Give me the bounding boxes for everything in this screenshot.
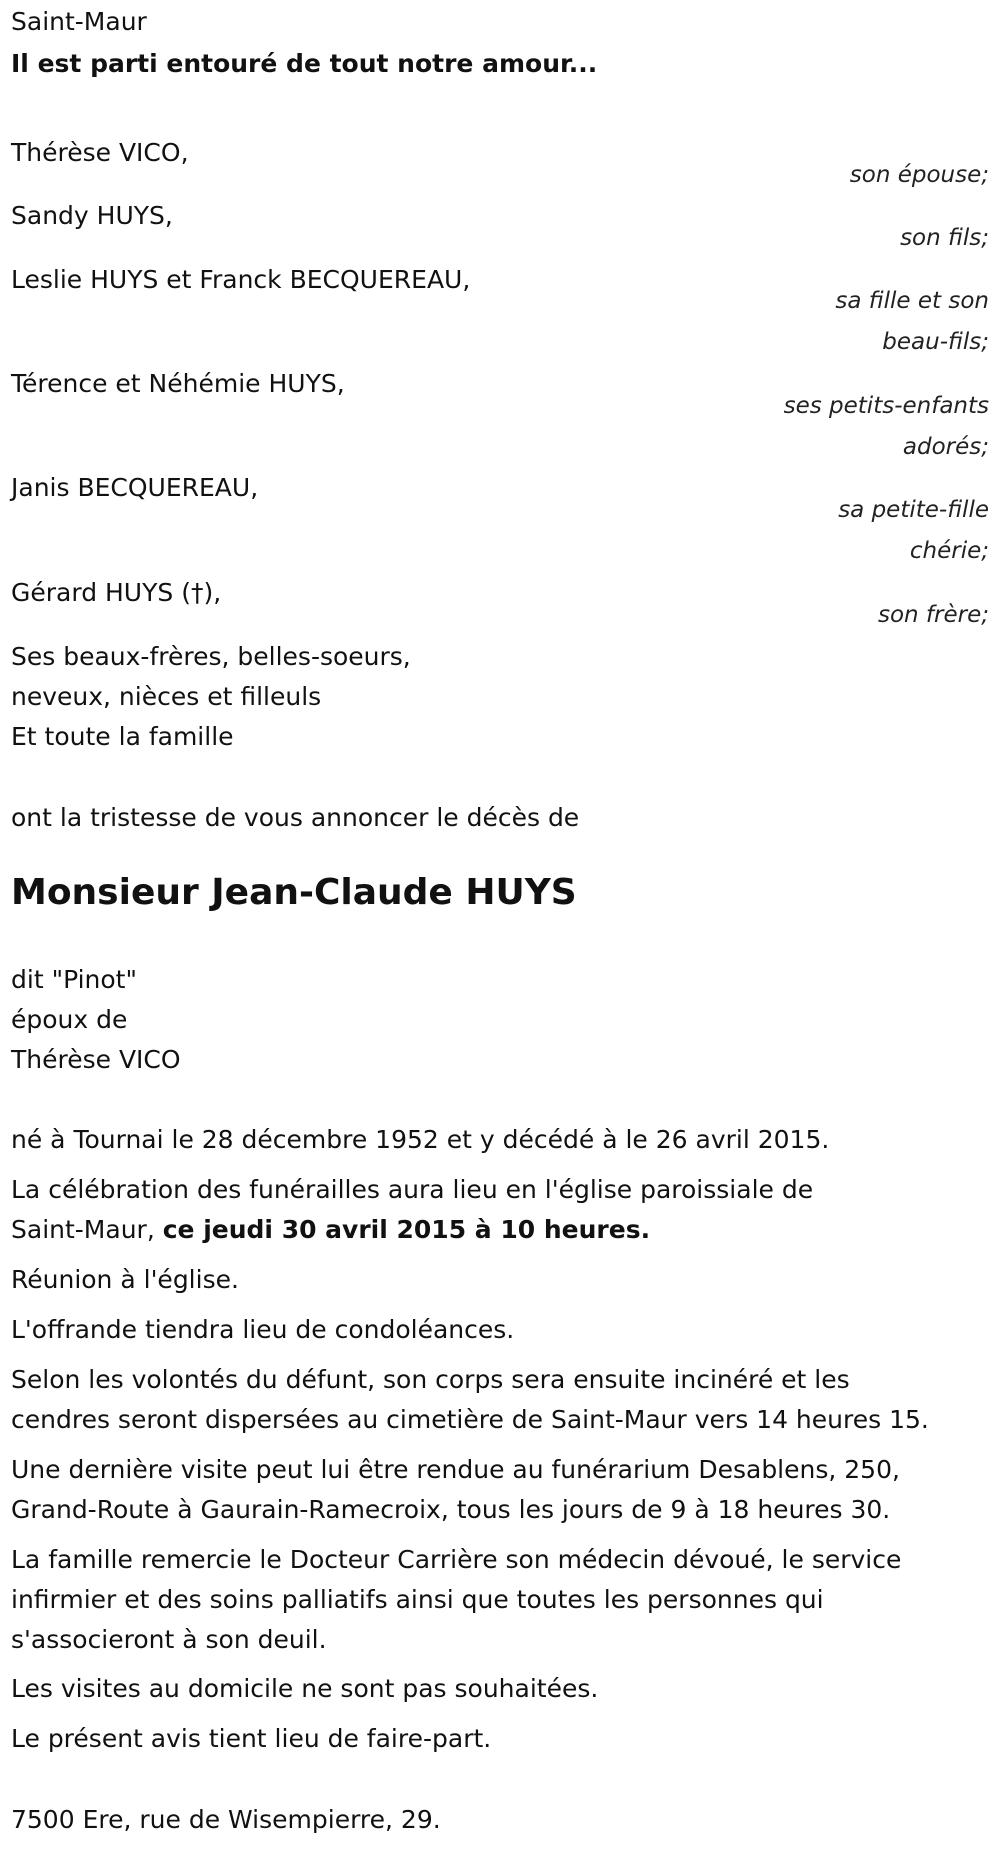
tagline: Il est parti entouré de tout notre amour...	[11, 49, 598, 78]
ceremony-place: Saint-Maur,	[11, 1215, 163, 1244]
family-member-relation: ses petits-enfants	[783, 393, 989, 419]
family-member-name: Thérèse VICO,	[11, 138, 189, 167]
birth-death-info: né à Tournai le 28 décembre 1952 et y décédé à le 26 avril 2015.	[11, 1125, 830, 1154]
no-visits-info: Les visites au domicile ne sont pas souhaitées.	[11, 1674, 599, 1703]
location-heading: Saint-Maur	[11, 7, 147, 36]
family-member-name: Leslie HUYS et Franck BECQUEREAU,	[11, 265, 471, 294]
ceremony-datetime: ce jeudi 30 avril 2015 à 10 heures.	[162, 1215, 651, 1244]
family-member-relation: adorés;	[902, 434, 989, 460]
extended-family-line: Ses beaux-frères, belles-soeurs,	[11, 642, 411, 671]
meeting-info: Réunion à l'église.	[11, 1265, 239, 1294]
deceased-detail: Thérèse VICO	[11, 1045, 181, 1074]
ceremony-info-line1: La célébration des funérailles aura lieu en l'église paroissiale de	[11, 1175, 814, 1204]
ceremony-info-line2	[11, 1210, 650, 1250]
deceased-detail: dit "Pinot"	[11, 965, 137, 994]
deceased-detail: époux de	[11, 1005, 128, 1034]
extended-family-line: neveux, nièces et filleuls	[11, 682, 322, 711]
extended-family-line: Et toute la famille	[11, 722, 234, 751]
family-member-name: Gérard HUYS (†),	[11, 578, 222, 607]
family-member-relation: chérie;	[909, 538, 989, 564]
family-member-name: Janis BECQUEREAU,	[11, 473, 259, 502]
family-member-relation: son frère;	[877, 602, 989, 628]
family-member-relation: sa petite-fille	[838, 497, 989, 523]
announcement-text: ont la tristesse de vous annoncer le décès de	[11, 803, 580, 832]
notice-info: Le présent avis tient lieu de faire-part.	[11, 1724, 492, 1753]
cremation-info-line: Selon les volontés du défunt, son corps sera ensuite incinéré et les	[11, 1365, 850, 1394]
offering-info: L'offrande tiendra lieu de condoléances.	[11, 1315, 515, 1344]
address: 7500 Ere, rue de Wisempierre, 29.	[11, 1805, 441, 1834]
cremation-info-line: cendres seront dispersées au cimetière de Saint-Maur vers 14 heures 15.	[11, 1405, 929, 1434]
thanks-info-line: La famille remercie le Docteur Carrière son médecin dévoué, le service	[11, 1545, 902, 1574]
family-member-name: Sandy HUYS,	[11, 201, 173, 230]
visit-info-line: Une dernière visite peut lui être rendue au funérarium Desablens, 250,	[11, 1455, 900, 1484]
family-member-name: Térence et Néhémie HUYS,	[11, 369, 345, 398]
thanks-info-line: infirmier et des soins palliatifs ainsi que toutes les personnes qui	[11, 1585, 824, 1614]
deceased-name: Monsieur Jean-Claude HUYS	[11, 872, 577, 913]
family-member-relation: son épouse;	[849, 162, 989, 188]
family-member-relation: sa fille et son	[835, 288, 989, 314]
visit-info-line: Grand-Route à Gaurain-Ramecroix, tous les jours de 9 à 18 heures 30.	[11, 1495, 891, 1524]
thanks-info-line: s'associeront à son deuil.	[11, 1625, 327, 1654]
family-member-relation: beau-fils;	[882, 329, 989, 355]
family-member-relation: son fils;	[900, 225, 989, 251]
